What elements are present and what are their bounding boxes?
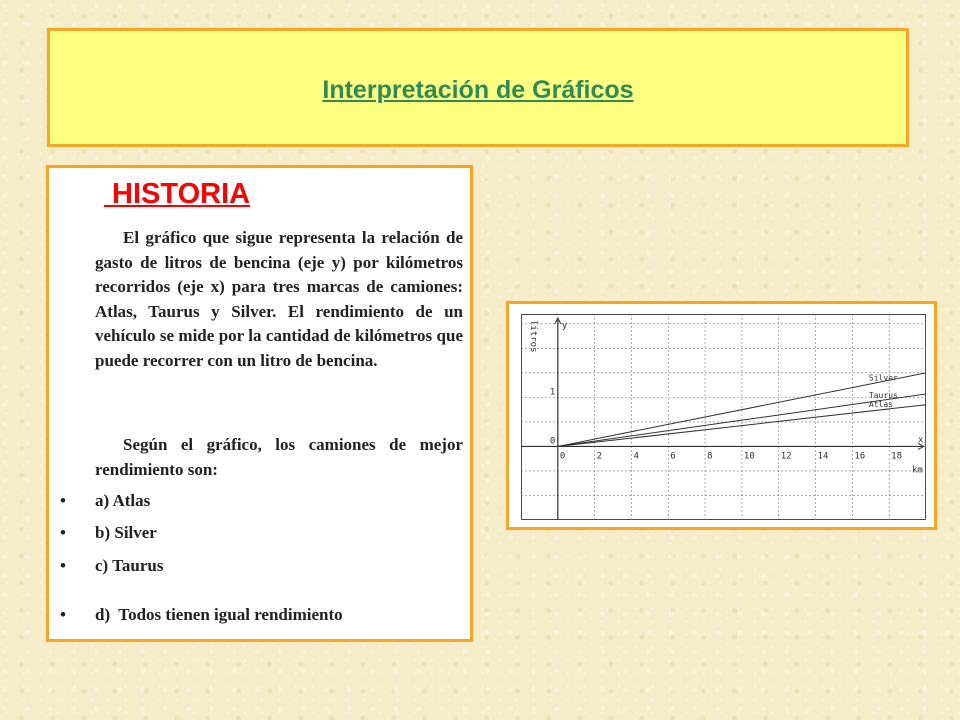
question-paragraph: Según el gráfico, los camiones de mejor rendimiento son: (95, 435, 463, 479)
y-axis-label: litros (528, 320, 538, 353)
x-tick-label: 8 (707, 451, 713, 462)
option-label: b) Silver (95, 523, 157, 542)
x-axis-name: x (918, 435, 924, 446)
x-tick-label: 12 (780, 451, 792, 462)
fuel-chart (521, 314, 926, 520)
x-tick-label: 10 (743, 451, 755, 462)
story-paragraph: El gráfico que sigue representa la relación de gasto de litros de bencina (eje y) por kilómetros recorridos (eje x) para tres marcas de camiones: Atlas, Taurus y Silver. El rendimiento de un vehículo se mide por la cantidad de kilómetros que puede recorrer con un litro de bencina. (95, 228, 463, 370)
title-banner (47, 28, 909, 147)
x-tick-label: 6 (670, 451, 676, 462)
bullet-icon: • (60, 556, 66, 575)
page-title: Interpretación de Gráficos (322, 75, 634, 104)
y-tick-label: 1 (549, 387, 556, 398)
y-axis-name: y (561, 321, 568, 331)
chart-panel (506, 301, 937, 530)
series-label-silver: Silver (868, 373, 898, 383)
bullet-icon: • (60, 523, 66, 542)
series-label-atlas: Atlas (868, 400, 894, 410)
x-tick-label: 2 (596, 451, 603, 462)
bullet-icon: • (60, 605, 66, 624)
option-label: c) Taurus (95, 556, 164, 575)
x-axis-label: km (912, 465, 923, 476)
x-tick-label: 14 (817, 451, 829, 462)
x-tick-label: 18 (891, 451, 903, 462)
section-heading: HISTORIA (104, 178, 251, 210)
option-label: d) Todos tienen igual rendimiento (95, 605, 343, 624)
x-tick-label: 4 (633, 451, 639, 462)
story-panel (46, 165, 473, 642)
bullet-icon: • (60, 491, 66, 510)
x-tick-label: 16 (854, 451, 866, 462)
option-label: a) Atlas (95, 491, 151, 510)
y-tick-label: 0 (549, 436, 556, 447)
series-label-taurus: Taurus (868, 391, 898, 401)
x-tick-label: 0 (559, 451, 566, 462)
chart-frame (522, 315, 926, 520)
